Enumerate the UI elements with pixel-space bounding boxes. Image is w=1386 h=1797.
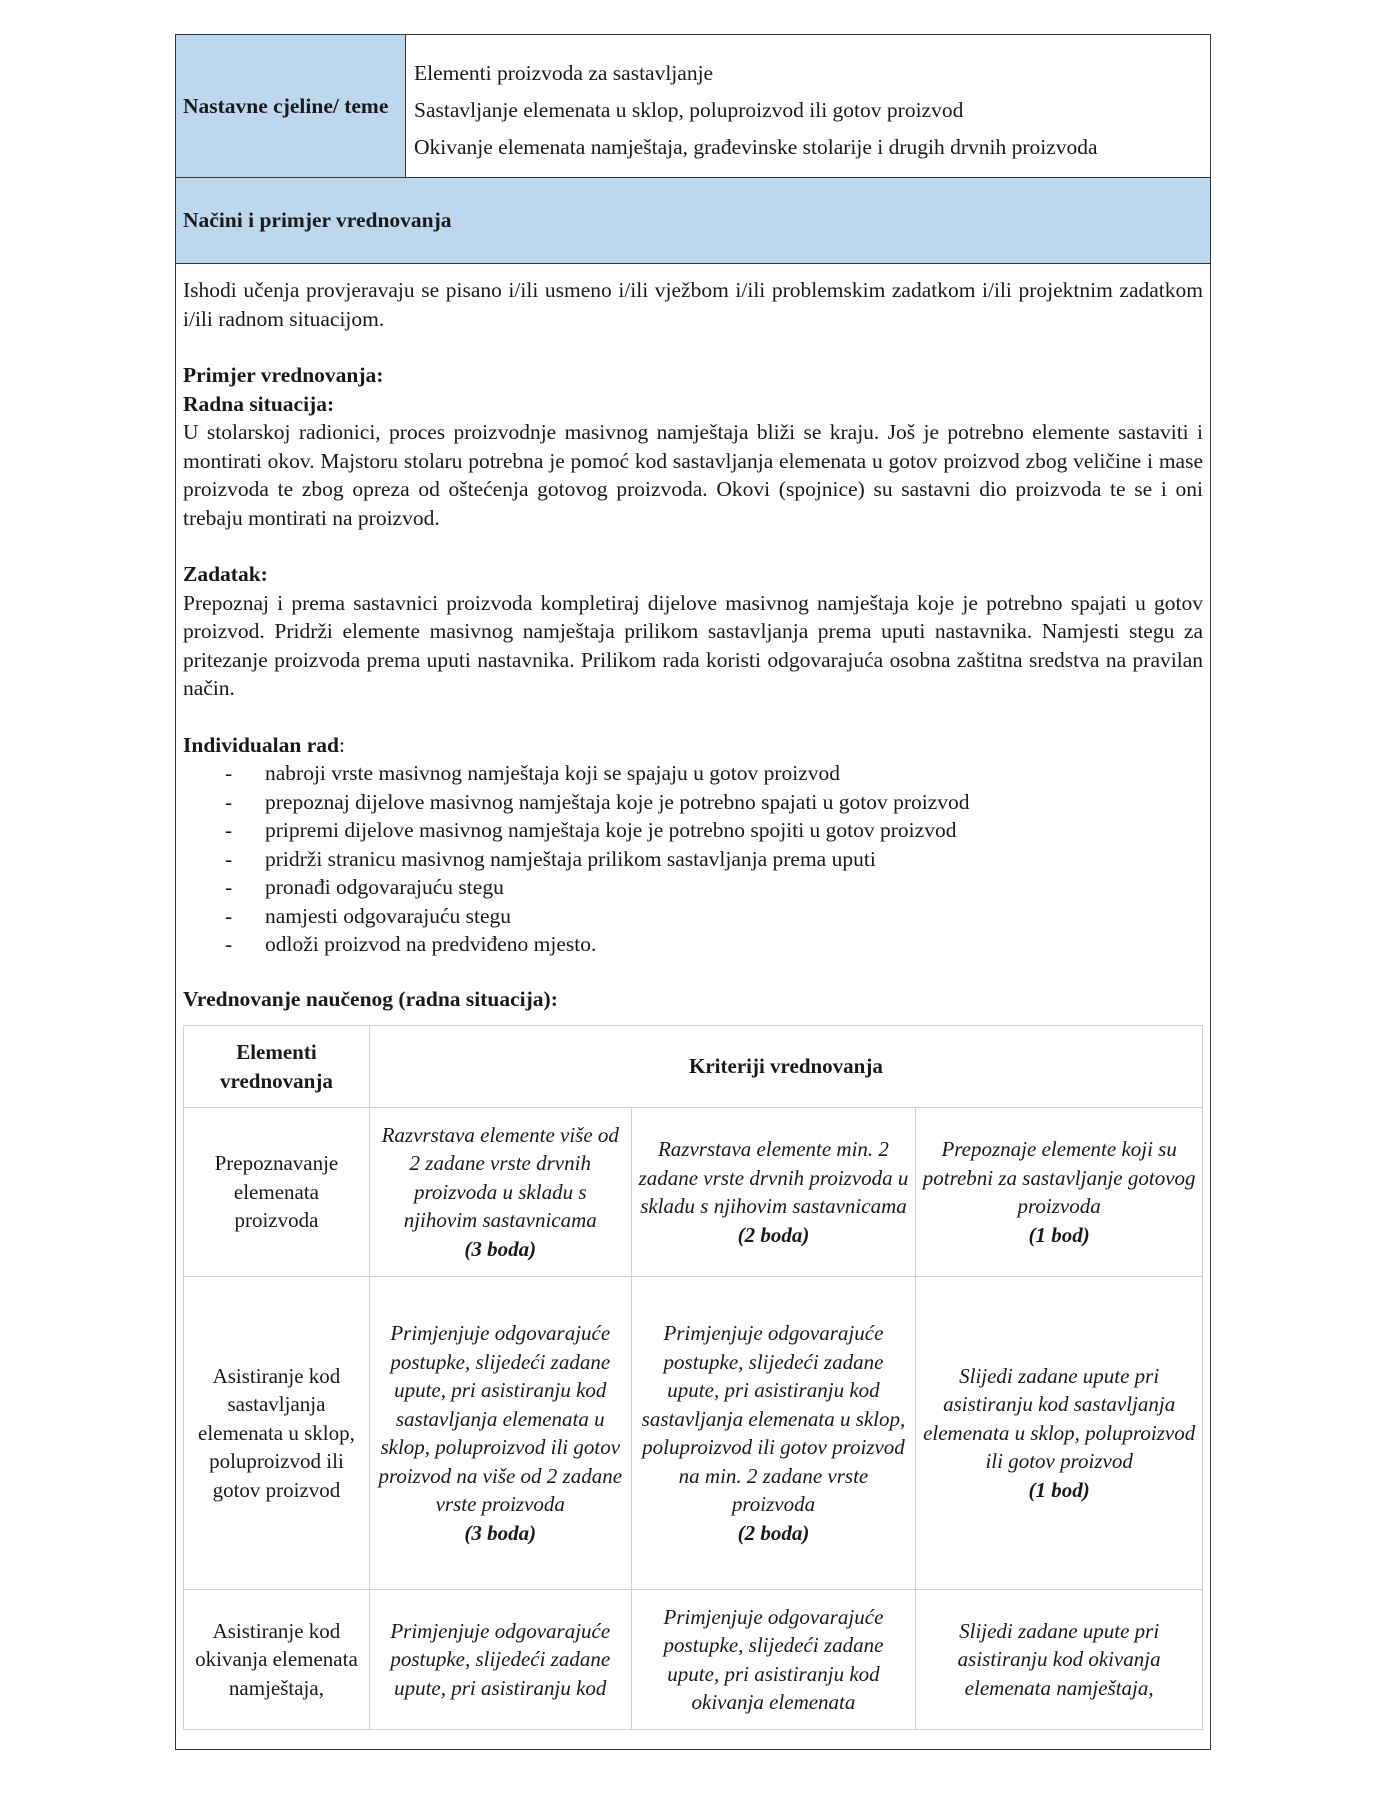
table-header-row bbox=[184, 1026, 1203, 1108]
individual-heading-colon: : bbox=[338, 732, 345, 757]
points-label: (2 boda) bbox=[737, 1520, 810, 1545]
criterion-cell bbox=[916, 1108, 1203, 1277]
topic-item: Okivanje elemenata namještaja, građevinske stolarije i drugih drvnih proizvoda bbox=[414, 135, 1098, 159]
list-item: - pridrži stranicu masivnog namještaja prilikom sastavljanja prema uputi bbox=[183, 845, 1203, 874]
individual-list bbox=[183, 759, 1203, 959]
list-item: - pronađi odgovarajuću stegu bbox=[183, 873, 1203, 902]
list-item: - nabroji vrste masivnog namještaja koji se spajaju u gotov proizvod bbox=[183, 759, 1203, 788]
col-header-elements: Elementi vrednovanja bbox=[184, 1026, 370, 1108]
element-cell: Asistiranje kod okivanja elemenata namještaja, bbox=[184, 1590, 370, 1730]
points-label: (1 bod) bbox=[1028, 1222, 1090, 1247]
individual-heading-label: Individualan rad bbox=[183, 732, 339, 757]
points-label: (3 boda) bbox=[464, 1520, 537, 1545]
criterion-cell: Slijedi zadane upute pri asistiranju kod okivanja elemenata namještaja, bbox=[916, 1590, 1203, 1730]
intro-text: Ishodi učenja provjeravaju se pisano i/ili usmeno i/ili vježbom i/ili problemskim zadatkom i/ili projektnim zadatkom i/ili radnom situacijom. bbox=[183, 278, 1203, 331]
list-item: - namjesti odgovarajuću stegu bbox=[183, 902, 1203, 931]
points-label: (1 bod) bbox=[1028, 1477, 1090, 1502]
points-label: (3 boda) bbox=[464, 1236, 537, 1261]
document-frame bbox=[175, 34, 1211, 1750]
list-item: - prepoznaj dijelove masivnog namještaja koje je potrebno spajati u gotov proizvod bbox=[183, 788, 1203, 817]
section-body bbox=[183, 276, 1203, 1013]
criterion-cell bbox=[369, 1277, 631, 1590]
element-cell: Prepoznavanje elemenata proizvoda bbox=[184, 1108, 370, 1277]
task-heading: Zadatak: bbox=[183, 562, 268, 586]
list-item: - odloži proizvod na predviđeno mjesto. bbox=[183, 930, 1203, 959]
situation-heading: Radna situacija: bbox=[183, 391, 335, 416]
table-row bbox=[184, 1590, 1203, 1730]
points-label: (2 boda) bbox=[737, 1222, 810, 1247]
table-row bbox=[184, 1277, 1203, 1590]
criteria-table bbox=[183, 1025, 1203, 1730]
situation-text: U stolarskoj radionici, proces proizvodnje masivnog namještaja bliži se kraju. Još je potrebno elemente sastaviti i montirati okov. Majstoru stolaru potrebna je pomoć kod sastavljanja elemenata u gotov proizvod zbog veličine i mase proizvoda te zbog opreza od oštećenja gotovog proizvoda. Okovi (spojnice) su sastavni dio proizvoda te se i oni trebaju montirati na proizvod. bbox=[183, 420, 1203, 530]
example-heading: Primjer vrednovanja: bbox=[183, 363, 384, 387]
topics-row bbox=[176, 35, 1210, 178]
criterion-text: Primjenjuje odgovarajuće postupke, slijedeći zadane upute, pri asistiranju kod sastavljanja elemenata u sklop, poluproizvod ili gotov proizvod na min. 2 zadane vrste proizvoda bbox=[641, 1321, 906, 1516]
table-row bbox=[184, 1108, 1203, 1277]
topic-item: Elementi proizvoda za sastavljanje bbox=[414, 61, 714, 85]
criterion-cell bbox=[916, 1277, 1203, 1590]
criterion-cell: Primjenjuje odgovarajuće postupke, slijedeći zadane upute, pri asistiranju kod okivanja elemenata bbox=[631, 1590, 916, 1730]
col-header-criteria: Kriteriji vrednovanja bbox=[369, 1026, 1202, 1108]
criterion-text: Razvrstava elemente min. 2 zadane vrste drvnih proizvoda u skladu s njihovim sastavnicama bbox=[638, 1137, 909, 1218]
criterion-cell: Primjenjuje odgovarajuće postupke, slijedeći zadane upute, pri asistiranju kod bbox=[369, 1590, 631, 1730]
evaluation-heading: Vrednovanje naučenog (radna situacija): bbox=[183, 986, 558, 1011]
criterion-text: Primjenjuje odgovarajuće postupke, slijedeći zadane upute, pri asistiranju kod sastavljanja elemenata u sklop, poluproizvod ili gotov proizvod na više od 2 zadane vrste proizvoda bbox=[378, 1321, 623, 1516]
criterion-cell bbox=[631, 1277, 916, 1590]
element-cell: Asistiranje kod sastavljanja elemenata u sklop, poluproizvod ili gotov proizvod bbox=[184, 1277, 370, 1590]
list-item: - pripremi dijelove masivnog namještaja koje je potrebno spojiti u gotov proizvod bbox=[183, 816, 1203, 845]
criterion-cell bbox=[631, 1108, 916, 1277]
criterion-text: Razvrstava elemente više od 2 zadane vrste drvnih proizvoda u skladu s njihovim sastavnicama bbox=[381, 1122, 619, 1233]
topics-list bbox=[406, 35, 1210, 177]
criterion-text: Prepoznaje elemente koji su potrebni za sastavljanje gotovog proizvoda bbox=[922, 1137, 1196, 1218]
task-text: Prepoznaj i prema sastavnici proizvoda kompletiraj dijelove masivnog namještaja koje je potrebno spajati u gotov proizvod. Pridrži elemente masivnog namještaja prilikom sastavljanja prema uputi nastavnika. Namjesti stegu za pritezanje proizvoda prema uputi nastavnika. Prilikom rada koristi odgovarajuća osobna zaštitna sredstva na pravilan način. bbox=[183, 590, 1203, 700]
criterion-cell bbox=[369, 1108, 631, 1277]
topics-label: Nastavne cjeline/ teme bbox=[176, 35, 406, 177]
individual-heading bbox=[183, 731, 1203, 760]
criterion-text: Slijedi zadane upute pri asistiranju kod sastavljanja elemenata u sklop, poluproizvod ili gotov proizvod bbox=[923, 1363, 1196, 1474]
section-title: Načini i primjer vrednovanja bbox=[176, 178, 1210, 264]
topic-item: Sastavljanje elemenata u sklop, poluproizvod ili gotov proizvod bbox=[414, 98, 964, 122]
